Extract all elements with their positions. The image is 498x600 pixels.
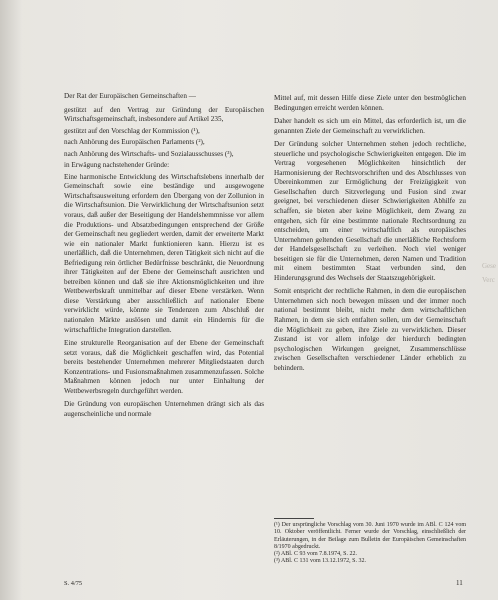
- paragraph: Somit entspricht der rechtliche Rahmen, in dem die europäischen Unternehmen sich noch bewegen müssen und der immer noch national bestimmt bleibt, nicht mehr dem wirtschaftlichen Rahmen, in dem sie sich entfalten sollen, um der Gemeinschaft die Möglichkeit zu geben, ihre Ziele zu verwirklichen. Dieser Zustand ist vor allem infolge der hierdurch bedingten psychologischen Wirkungen geeignet, Zusammenschlüsse zwischen Gesellschaften verschiedener Länder erheblich zu behindern.: [274, 287, 466, 372]
- paragraph: gestützt auf den Vorschlag der Kommission (¹),: [64, 126, 200, 135]
- paragraph: nach Anhörung des Europäischen Parlaments (²),: [64, 138, 205, 147]
- paragraph: Der Rat der Europäischen Gemeinschaften —: [64, 92, 196, 100]
- footnote: (¹) Der ursprüngliche Vorschlag vom 30. Juni 1970 wurde im ABl. C 124 vom 10. Oktober veröffentlicht. Ferner wurde der Vorschlag, einschließlich der Erläuterungen, in der Beilage zum Bulletin der Europäischen Gemeinschaften 8/1970 abgedruckt.: [274, 522, 466, 550]
- left-column: [64, 92, 264, 424]
- paragraph: Daher handelt es sich um ein Mittel, das erforderlich ist, um die genannten Ziele der Gemeinschaft zu verwirklichen.: [274, 117, 466, 135]
- paragraph: gestützt auf den Vertrag zur Gründung der Europäischen Wirtschaftsgemeinschaft, insbesondere auf Artikel 235,: [64, 105, 264, 124]
- binding-shadow: [0, 0, 22, 600]
- paragraph: Die Gründung von europäischen Unternehmen drängt sich als das augenscheinliche und normale: [64, 400, 264, 418]
- margin-fragment: Gese: [482, 262, 496, 270]
- paragraph: in Erwägung nachstehender Gründe:: [64, 161, 170, 170]
- paragraph: nach Anhörung des Wirtschafts- und Sozialausschusses (³),: [64, 149, 234, 158]
- margin-fragment: Verc: [482, 276, 495, 284]
- footnote-rule: [274, 518, 314, 519]
- right-column: [274, 94, 466, 377]
- document-reference: S. 4/75: [64, 580, 83, 587]
- footnotes: [274, 522, 466, 566]
- paragraph: Eine harmonische Entwicklung des Wirtschaftslebens innerhalb der Gemeinschaft sowie eine beständige und ausgewogene Wirtschaftsausweitung erfordern den Übergang von der Zollunion in die Wirtschaftsunion. Die Verwirklichung der Wirtschaftsunion setzt voraus, daß außer der Beseitigung der Handelshemmnisse vor allem die Produktions- und Absatzbedingungen entsprechend der Größe der Gemeinschaft neu gegliedert werden, damit der erweiterte Markt wie ein nationaler Markt funktionieren kann. Hierzu ist es unerläßlich, daß die Unternehmen, deren Tätigkeit sich nicht auf die Befriedigung rein örtlicher Bedürfnisse beschränkt, die Neuordnung ihrer Tätigkeiten auf der Ebene der Gemeinschaft ausrichten und betreiben können und daß sie ihre Aktionsmöglichkeiten und ihre Wettbewerbskraft unmittelbar auf dieser Ebene verstärken. Wenn diese Verstärkung aber ausschließlich auf nationaler Ebene verwirklicht würde, könnte sie Tendenzen zum Abschluß der nationalen Märkte auslösen und damit ein Hindernis für die wirtschaftliche Integration darstellen.: [64, 172, 264, 334]
- paragraph: Der Gründung solcher Unternehmen stehen jedoch rechtliche, steuerliche und psychologische Schwierigkeiten entgegen. Die im Vertrag vorgesehenen Möglichkeiten hinsichtlich der Harmonisierung der Rechtsvorschriften und des Abschlusses von Übereinkommen zur Ermöglichung der Freizügigkeit von Gesellschaften durch Sitzverlegung und Fusion sind zwar geeignet, bei verschiedenen dieser Schwierigkeiten Abhilfe zu schaffen, sie bieten aber keine Möglichkeit, dem Zwang zu entgehen, sich für eine bestimmte nationale Rechtsordnung zu entscheiden, um einer wirtschaftlich als europäisches Unternehmen geltenden Gesellschaft die unerläßliche Rechtsform der Handelsgesellschaft zu verleihen. Noch viel weniger beseitigen sie für die Unternehmen, deren Namen und Tradition mit einem bestimmten Staat verbunden sind, den Hinderungsgrund des Wechsels der Staatszugehörigkeit.: [274, 140, 466, 282]
- paragraph: Eine strukturelle Reorganisation auf der Ebene der Gemeinschaft setzt voraus, daß die Möglichkeit geschaffen wird, das Potential bereits bestehender Unternehmen mehrerer Mitgliedstaaten durch Konzentrations- und Fusionsmaßnahmen zusammenzufassen. Solche Maßnahmen können jedoch nur unter Einhaltung der Wettbewerbsregeln durchgeführt werden.: [64, 339, 264, 395]
- page-number: 11: [456, 579, 463, 587]
- footnote: (³) ABl. C 131 vom 13.12.1972, S. 32.: [274, 558, 366, 565]
- paragraph: Mittel auf, mit dessen Hilfe diese Ziele unter den bestmöglichen Bedingungen erreicht werden können.: [274, 94, 466, 112]
- footnote: (²) ABl. C 93 vom 7.8.1974, S. 22.: [274, 551, 357, 558]
